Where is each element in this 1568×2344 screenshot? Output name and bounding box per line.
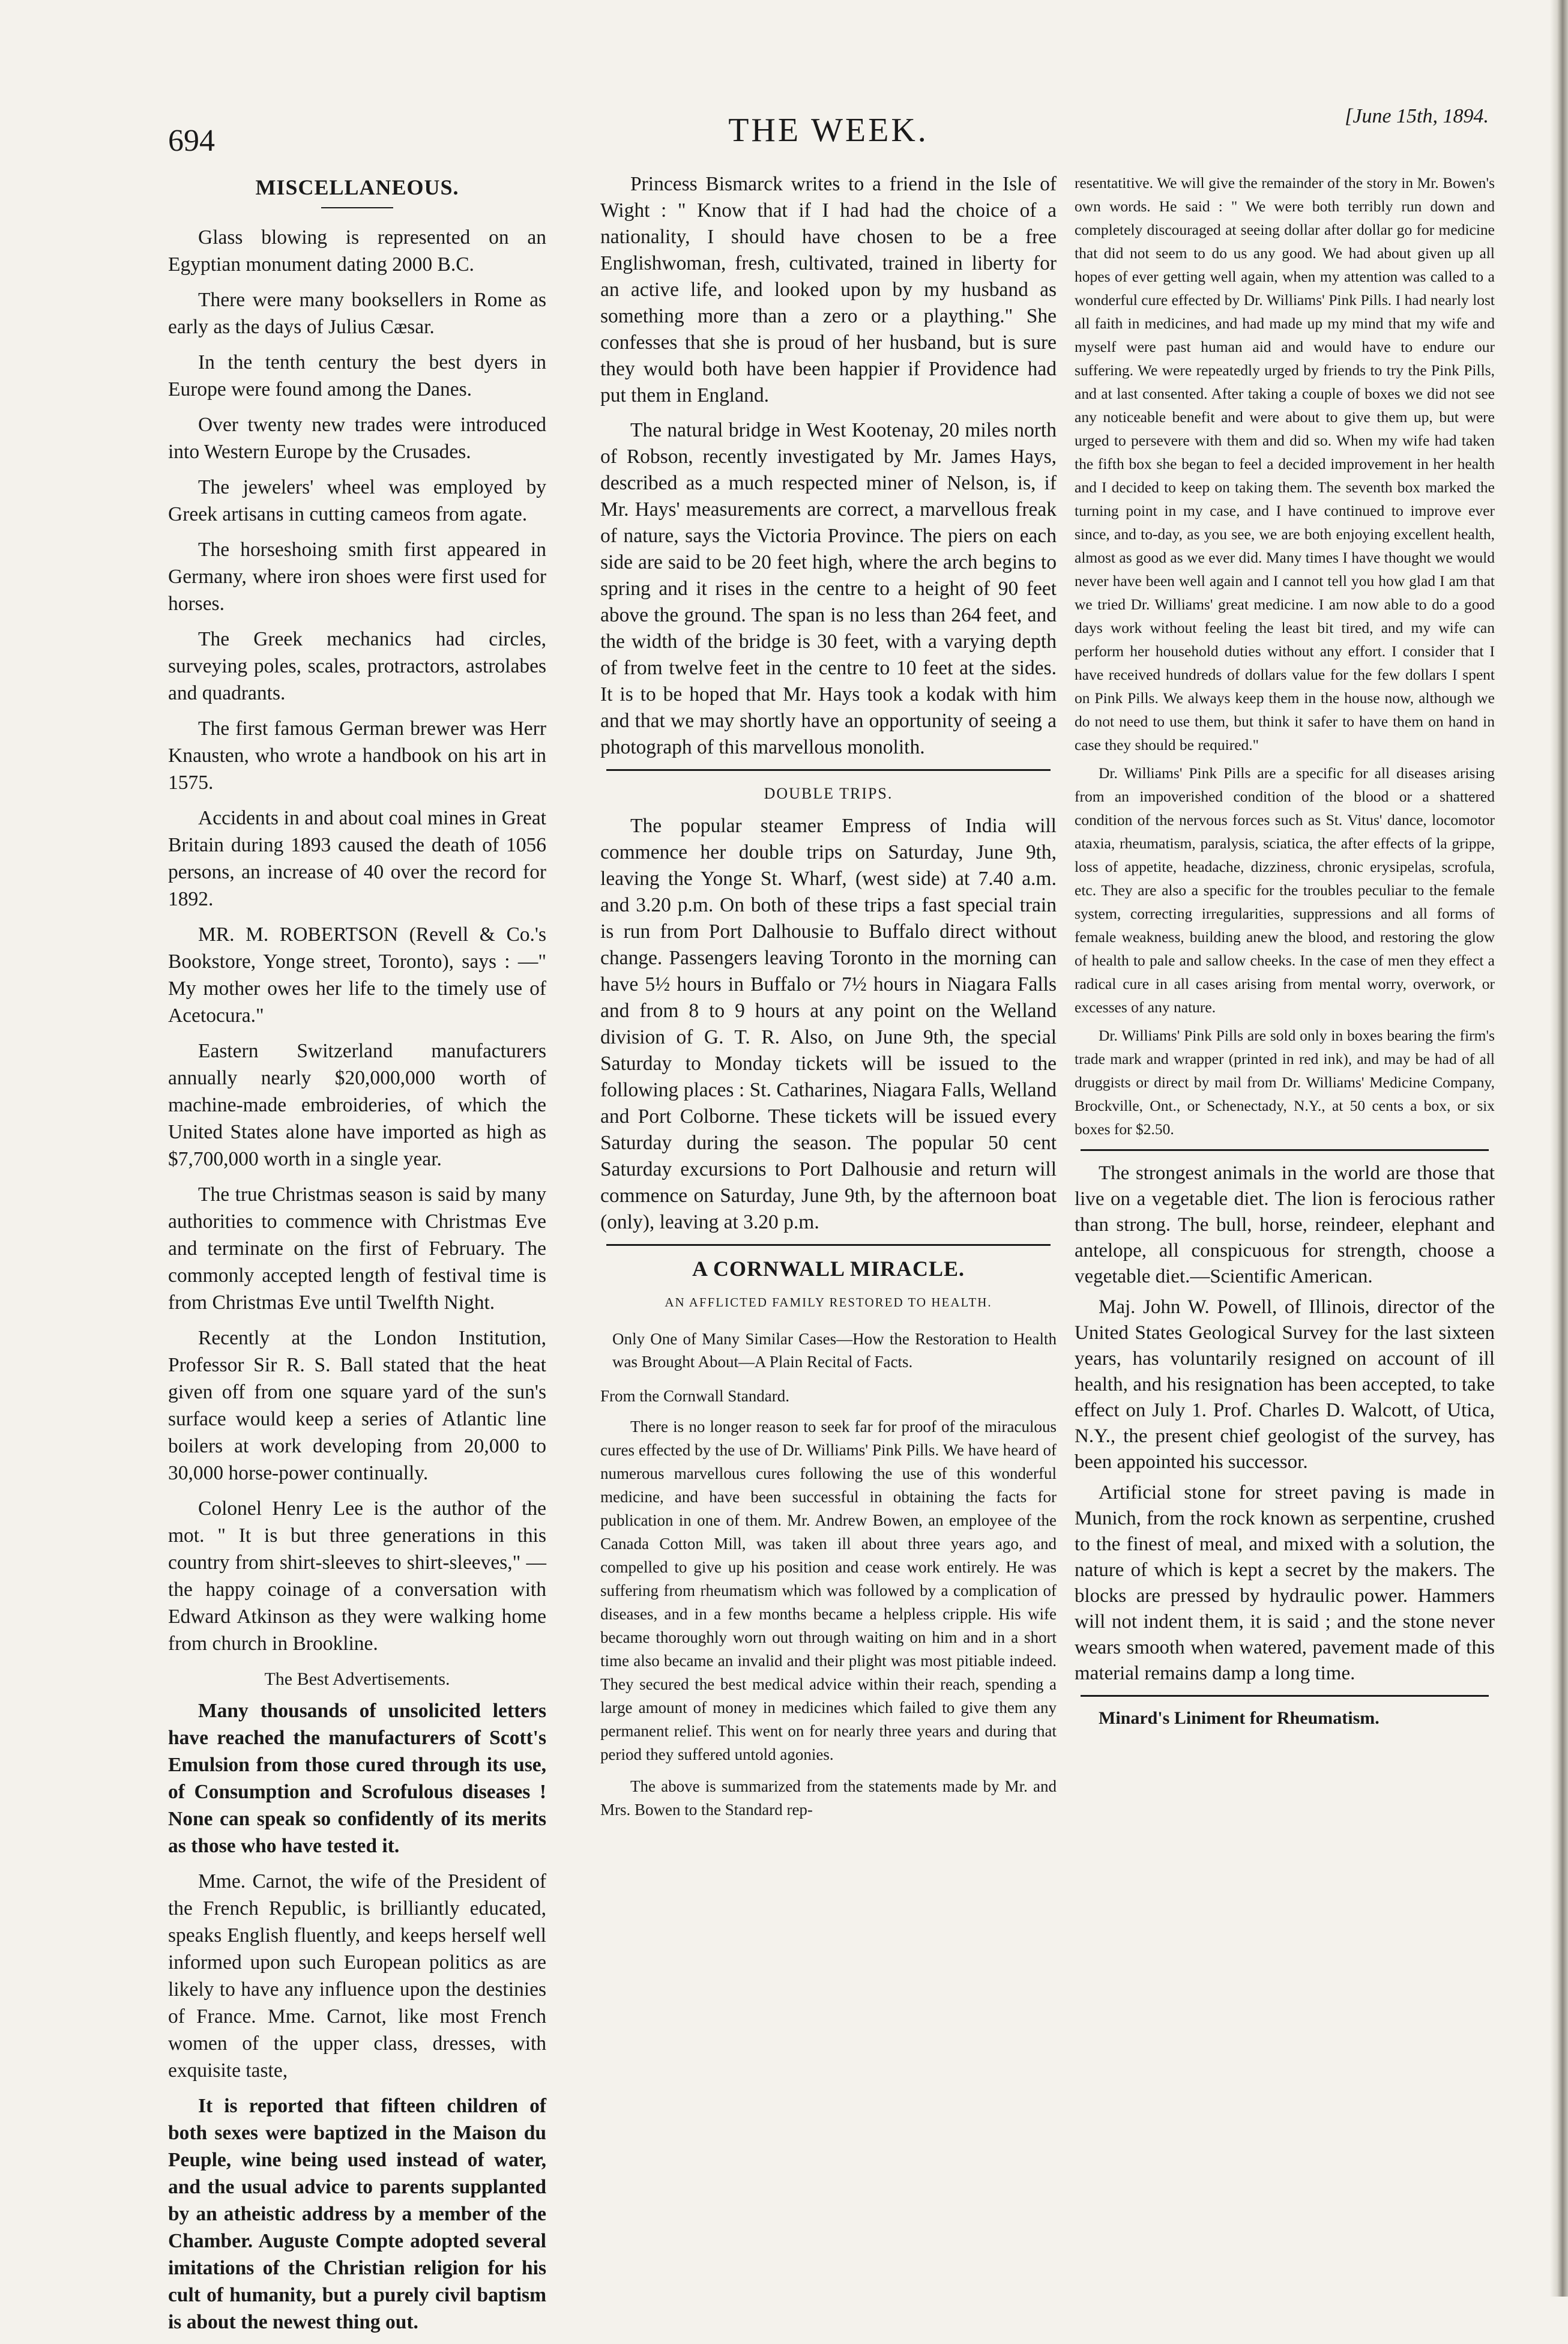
item: Colonel Henry Lee is the author of the mot. " It is but three generations in this country from shirt-sleeves to shirt-sleeves," —the happy coinage of a conversation with Edward Atkinson as they were walking home from church in Brookline. (168, 1497, 546, 1655)
miracle-paragraph: There is no longer reason to seek far for proof of the miraculous cures effected by the use of Dr. Williams' Pink Pills. We have heard of numerous marvellous cures following the use of this wonderful medicine, and have been successful in obtaining the facts for publication in one of them. Mr. Andrew Bowen, an employee of the Canada Cotton Mill, was taken ill about three years ago, and compelled to give up his position and cease work entirely. He was suffering from rheumatism which was followed by a complication of diseases, and in a few months became a helpless cripple. His wife became thoroughly worn out through waiting on him and in a short time also became an invalid and their plight was most pitiable indeed. They secured the best medical advice within their reach, spending a large amount of money in medicines which failed to give them any permanent relief. This went on for nearly three years and during that period they suffered untold agonies. (600, 1418, 1057, 1763)
divider (1081, 1149, 1489, 1151)
divider (606, 1244, 1051, 1246)
item: Eastern Switzerland manufacturers annually nearly $20,000,000 worth of machine-made embroideries, of which the United States alone have imported as high as $7,700,000 worth in a single year. (168, 1040, 546, 1170)
item: Mme. Carnot, the wife of the President of the French Republic, is brilliantly educated, speaks English fluently, and keeps herself well informed upon such European politics as are likely to have any influence upon the destinies of France. Mme. Carnot, like most French women of the upper class, dresses, with exquisite taste, (168, 1870, 546, 2082)
miracle-deck: Only One of Many Similar Cases—How the Restoration to Health was Brought About—A Plain Recital of Facts. (612, 1330, 1057, 1371)
item: The true Christmas season is said by many authorities to commence with Christmas Eve and terminate on the first of February. The commonly accepted length of festival time is from Christmas Eve until Twelfth Night. (168, 1183, 546, 1314)
divider (606, 769, 1051, 771)
miracle-continued: Dr. Williams' Pink Pills are a specific for all diseases arising from an impoverished condition of the blood or a shattered condition of the nervous forces such as St. Vitus' dance, locomotor ataxia, rheumatism, paralysis, sciatica, the after effects of la grippe, loss of appetite, headache, dizziness, chronic erysipelas, scrofula, etc. They are also a specific for the troubles peculiar to the female system, correcting irregularities, suppressions and all forms of female weakness, building anew the blood, and restoring the glow of health to pale and sallow cheeks. In the case of men they effect a radical cure in all cases arising from mental worry, overwork, or excesses of any nature. (1075, 764, 1495, 1016)
page-number: 694 (168, 124, 215, 158)
page-edge (1550, 0, 1568, 2297)
item: The Greek mechanics had circles, surveying poles, scales, protractors, astrolabes and quadrants. (168, 628, 546, 704)
miracle-source: From the Cornwall Standard. (600, 1387, 789, 1405)
miracle-subtitle: AN AFFLICTED FAMILY RESTORED TO HEALTH. (665, 1295, 992, 1309)
page-header (168, 105, 1489, 159)
item: The natural bridge in West Kootenay, 20 miles north of Robson, recently investigated by Mr. James Hays, described as a much respected miner of Nelson, is, if Mr. Hays' measurements are correct, a marvellous freak of nature, says the Victoria Province. The piers on each side are said to be 20 feet high, where the arch begins to spring and it rises in the centre to a height of 90 feet above the ground. The span is no less than 264 feet, and the width of the bridge is 30 feet, with a varying depth of from twelve feet in the centre to 10 feet at the sides. It is to be hoped that Mr. Hays took a kodak with him and that we may shortly have an opportunity of seeing a photograph of this marvellous monolith. (600, 419, 1057, 758)
item: Artificial stone for street paving is made in Munich, from the rock known as serpentine, crushed to the finest of meal, and mixed with a solution, the nature of which is kept a secret by the makers. The blocks are pressed by hydraulic power. Hammers will not indent them, it is said ; and the stone never wears smooth when watered, pavement made of this material remains damp a long time. (1075, 1482, 1495, 1684)
double-trips-text: The popular steamer Empress of India will commence her double trips on Saturday, June 9th, leaving the Yonge St. Wharf, (west side) at 7.40 a.m. and 3.20 p.m. On both of these trips a fast special train is run from Port Dalhousie to Buffalo direct without change. Passengers leaving Toronto in the morning can have 5½ hours in Buffalo or 7½ hours in Niagara Falls and from 8 to 9 hours at any point on the Welland division of G. T. R. Also, on June 9th, the special Saturday to Monday tickets will be issued to the following places : St. Catharines, Niagara Falls, Welland and Port Colborne. These tickets will be issued every Saturday during the season. The popular 50 cent Saturday excursions to Port Dalhousie and return will commence on Saturday, June 9th, by the afternoon boat (only), leaving at 3.20 p.m. (600, 815, 1057, 1233)
column-right (1075, 171, 1495, 1735)
footer-ad: Minard's Liniment for Rheumatism. (1099, 1708, 1380, 1728)
ad-title: The Best Advertisements. (264, 1669, 450, 1689)
item: Accidents in and about coal mines in Great Britain during 1893 caused the death of 1056 persons, an increase of 40 over the record for 1892. (168, 807, 546, 910)
item: The jewelers' wheel was employed by Greek artisans in cutting cameos from agate. (168, 476, 546, 525)
column-middle (600, 171, 1057, 1830)
ad-text: Many thousands of unsolicited letters have reached the manufacturers of Scott's Emulsion from those cured through its use, of Consumption and Scrofulous diseases ! None can speak so confidently of its merits as those who have tested it. (168, 1700, 546, 1857)
item: The first famous German brewer was Herr Knausten, who wrote a handbook on his art in 1575. (168, 717, 546, 794)
item: In the tenth century the best dyers in Europe were found among the Danes. (168, 351, 546, 400)
item: Recently at the London Institution, Professor Sir R. S. Ball stated that the heat given off from one square yard of the sun's surface would keep a series of Atlantic line boilers at work developing from 20,000 to 30,000 horse-power continually. (168, 1327, 546, 1484)
item: MR. M. ROBERTSON (Revell & Co.'s Bookstore, Yonge street, Toronto), says : —" My mother owes her life to the timely use of Acetocura." (168, 923, 546, 1027)
miracle-continued: resentatitive. We will give the remainder of the story in Mr. Bowen's own words. He said : " We were both terribly run down and completely discouraged at seeing dollar after dollar go for medicine that did not seem to do us any good. We had about given up all hopes of ever getting well again, when my attention was called to a wonderful cure effected by Dr. Williams' Pink Pills. I had nearly lost all faith in medicines, and had made up my mind that my wife and myself were past human aid and would have to endure our suffering. We were repeatedly urged by friends to try the Pink Pills, and at last consented. After taking a couple of boxes we did not see any noticeable benefit and were about to give them up, but were urged to persevere with them and did so. When my wife had taken the fifth box she began to feel a decided improvement in her health and I decided to keep on taking them. The seventh box marked the turning point in my case, and I have continued to improve ever since, and to-day, as you see, we are both enjoying excellent health, almost as good as we ever did. Many times I have thought we would never have been well again and I cannot tell you how glad I am that we tried Dr. Williams' great medicine. I am now able to do a good days work without feeling the least bit tired, and my wife can perform her household duties without any effort. I consider that I have received hundreds of dollars value for the few dollars I spent on Pink Pills. We always keep them in the house now, although we do not need to use them, but think it safer to have them on hand in case they should be required." (1075, 174, 1495, 754)
item: The strongest animals in the world are those that live on a vegetable diet. The lion is ferocious rather than strong. The bull, horse, reindeer, elephant and antelope, all conspicuous for strength, choose a vegetable diet.—Scientific American. (1075, 1162, 1495, 1287)
divider (1081, 1695, 1489, 1697)
miracle-title: A CORNWALL MIRACLE. (692, 1257, 965, 1281)
item: Maj. John W. Powell, of Illinois, director of the United States Geological Survey for the last sixteen years, has voluntarily resigned on account of ill health, and his resignation has been accepted, to take effect on July 1. Prof. Charles D. Walcott, of Utica, N.Y., the present chief geologist of the survey, has been appointed his successor. (1075, 1296, 1495, 1473)
issue-date: [June 15th, 1894. (1345, 105, 1489, 127)
item: It is reported that fifteen children of both sexes were baptized in the Maison du Peuple, wine being used instead of water, and the usual advice to parents supplanted by an atheistic address by a member of the Chamber. Auguste Compte adopted several imitations of the Christian religion for his cult of humanity, but a purely civil baptism is about the newest thing out. (168, 2095, 546, 2333)
item: There were many booksellers in Rome as early as the days of Julius Cæsar. (168, 289, 546, 338)
section-heading: MISCELLANEOUS. (255, 175, 459, 199)
item: Princess Bismarck writes to a friend in the Isle of Wight : " Know that if I had had the choice of a nationality, I should have chosen to be a free Englishwoman, fresh, cultivated, trained in liberty for an active life, and looked upon by my husband as something more than a zero or a plaything." She confesses that she is proud of her husband, but is sure they would both have been happier if Providence had put them in England. (600, 173, 1057, 406)
item: The horseshoing smith first appeared in Germany, where iron shoes were first used for horses. (168, 539, 546, 615)
masthead-title: THE WEEK. (728, 112, 929, 149)
item: Over twenty new trades were introduced into Western Europe by the Crusades. (168, 414, 546, 463)
item: Glass blowing is represented on an Egyptian monument dating 2000 B.C. (168, 226, 546, 276)
miracle-paragraph: The above is summarized from the statements made by Mr. and Mrs. Bowen to the Standard rep- (600, 1777, 1057, 1819)
divider (321, 207, 393, 208)
column-miscellaneous (168, 174, 546, 2344)
double-trips-title: DOUBLE TRIPS. (764, 785, 893, 802)
miracle-continued: Dr. Williams' Pink Pills are sold only in boxes bearing the firm's trade mark and wrapper (printed in red ink), and may be had of all druggists or direct by mail from Dr. Williams' Medicine Company, Brockville, Ont., or Schenectady, N.Y., at 50 cents a box, or six boxes for $2.50. (1075, 1027, 1495, 1138)
